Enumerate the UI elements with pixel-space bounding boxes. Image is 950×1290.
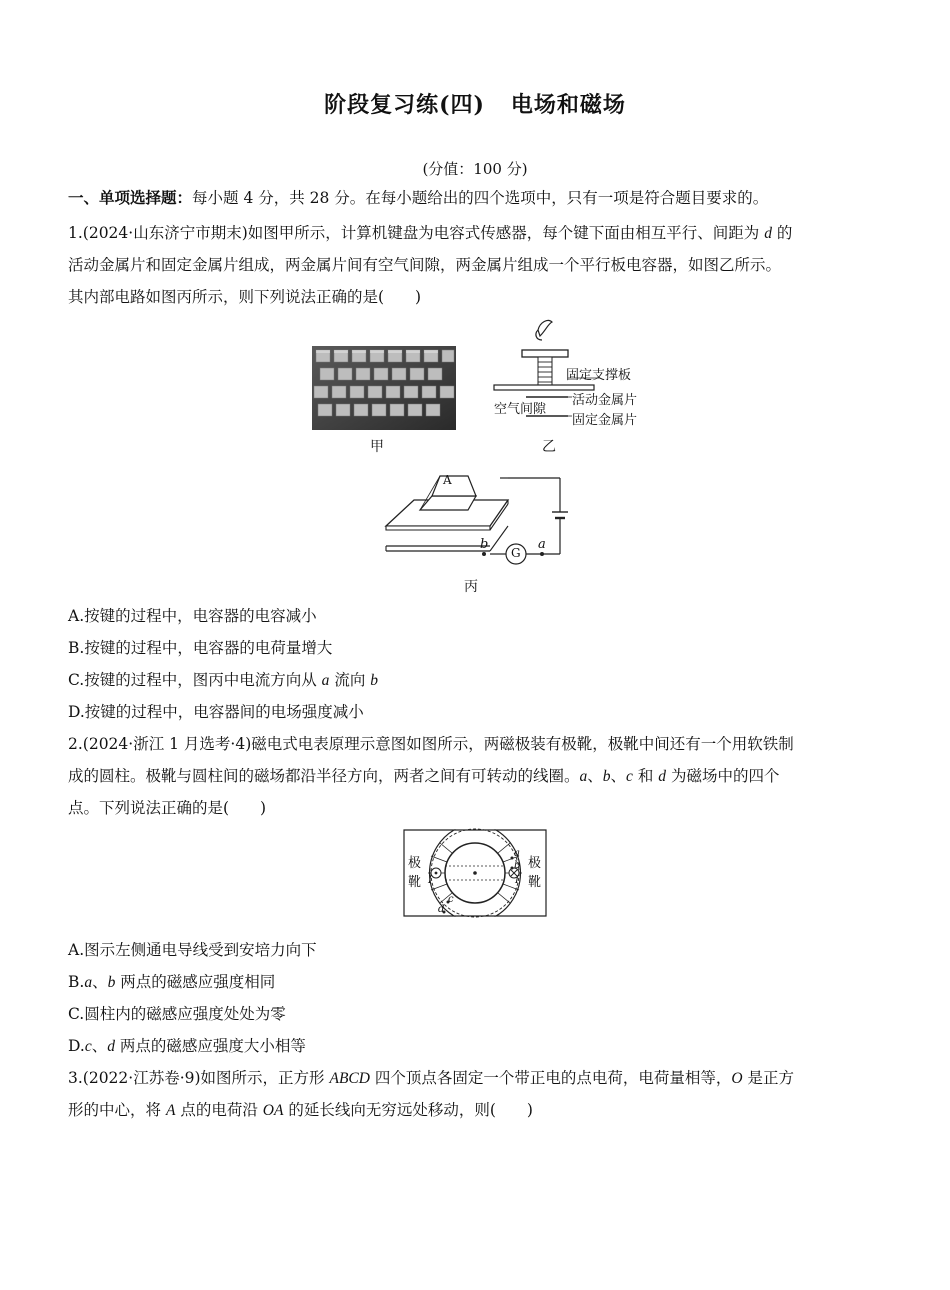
shoe-left-char-2: 靴 <box>408 875 422 890</box>
q3-var-abcd: ABCD <box>329 1070 370 1087</box>
label-d: d <box>438 904 445 915</box>
q2-var-a: a <box>579 768 588 785</box>
q2-option-d <box>68 1036 880 1057</box>
label-a: a <box>514 848 520 859</box>
q1-var-d: d <box>764 225 772 242</box>
q1-optc-var-a: a <box>321 672 330 689</box>
title-sub: 电场和磁场 <box>510 92 626 118</box>
q3-text: 四个顶点各固定一个带正电的点电荷，电荷量相等， <box>369 1069 732 1087</box>
q3-var-o: O <box>731 1070 743 1087</box>
q3-line-2 <box>68 1100 880 1121</box>
q3-text: 形的中心，将 <box>68 1101 166 1119</box>
q2-option-c: C.圆柱内的磁感应强度处处为零 <box>68 1005 286 1023</box>
q2-optd-var-d: d <box>107 1038 115 1055</box>
q2-sep: 、 <box>587 767 603 785</box>
keyboard-photo <box>312 346 456 430</box>
q2-line-2 <box>68 766 880 787</box>
q2-option-a: A.图示左侧通电导线受到安培力向下 <box>68 941 317 959</box>
q2-sep: 、 <box>610 767 627 785</box>
q2-text: 为磁场中的四个 <box>666 767 780 785</box>
q3-line-1 <box>68 1068 880 1089</box>
q1-optc-text: C.按键的过程中，图丙中电流方向从 <box>68 671 322 689</box>
q1-option-d: D.按键的过程中，电容器间的电场强度减小 <box>68 703 364 721</box>
section-desc: 每小题 4 分，共 28 分。在每小题给出的四个选项中，只有一项是符合题目要求的。 <box>192 189 769 207</box>
q2-var-b: b <box>602 768 611 785</box>
galvanometer-section-diagram <box>402 828 548 918</box>
q2-optb-var-b: b <box>107 974 116 991</box>
page-title <box>0 88 950 119</box>
q2-optd-sep: 、 <box>91 1037 108 1055</box>
q3-var-a: A <box>165 1102 176 1119</box>
caption-bing: 丙 <box>464 579 478 595</box>
finger-icon <box>538 320 552 336</box>
shoe-left-char-1: 极 <box>408 856 422 871</box>
label-support-plate: 固定支撑板 <box>566 368 632 383</box>
q1-line-3: 其内部电路如图丙所示，则下列说法正确的是( ) <box>68 288 422 306</box>
circuit-diagram <box>380 464 570 572</box>
q2-optd-text: D. <box>68 1037 85 1055</box>
label-fixed-plate: 固定金属片 <box>572 413 638 428</box>
section-head: 一、单项选择题： <box>68 188 193 207</box>
q2-line-1: 2.(2024·浙江 1 月选考·4)磁电式电表原理示意图如图所示，两磁极装有极靴，极靴中间还有一个用软铁制 <box>68 735 794 753</box>
q3-text: 3.(2022·江苏卷·9)如图所示，正方形 <box>68 1069 330 1087</box>
section-header <box>68 188 880 208</box>
label-key-A: A <box>443 473 452 487</box>
q3-text: 是正方 <box>742 1069 795 1087</box>
q2-optb-var-a: a <box>84 974 93 991</box>
q2-option-b <box>68 972 880 993</box>
caption-jia: 甲 <box>370 439 384 455</box>
label-c: c <box>448 894 454 905</box>
q3-var-oa: OA <box>262 1102 284 1119</box>
q2-text: 成的圆柱。极靴与圆柱间的磁场都沿半径方向，两者之间有可转动的线圈。 <box>68 767 580 785</box>
q2-optd-text: 两点的磁感应强度大小相等 <box>114 1037 306 1055</box>
q2-optb-text: 两点的磁感应强度相同 <box>115 973 276 991</box>
q2-sep: 和 <box>632 767 659 785</box>
label-active-plate: 活动金属片 <box>572 393 638 408</box>
q3-text: 的延长线向无穷远处移动，则( ) <box>283 1101 533 1119</box>
label-current-right: I <box>515 875 519 886</box>
q2-optb-sep: 、 <box>92 973 108 991</box>
label-current-left: I <box>428 875 432 886</box>
q2-var-c: c <box>626 768 633 785</box>
q2-var-d: d <box>658 768 667 785</box>
label-point-a: a <box>538 537 546 552</box>
score-note: (分值：100 分) <box>422 160 528 178</box>
q1-text: 1.(2024·山东济宁市期末)如图甲所示，计算机键盘为电容式传感器，每个键下面由相互平行、间距为 <box>68 224 765 242</box>
label-galvanometer: G <box>511 546 521 560</box>
q2-optd-var-c: c <box>84 1038 92 1055</box>
q1-line-2: 活动金属片和固定金属片组成，两金属片间有空气间隙，两金属片组成一个平行板电容器，如图乙所示。 <box>68 256 782 274</box>
title-main: 阶段复习练(四) <box>324 92 485 118</box>
q1-text: 的 <box>771 224 793 242</box>
q2-optb-text: B. <box>68 973 85 991</box>
q1-optc-var-b: b <box>370 672 379 689</box>
q1-option-b: B.按键的过程中，电容器的电荷量增大 <box>68 639 333 657</box>
q1-option-a: A.按键的过程中，电容器的电容减小 <box>68 607 317 625</box>
label-b: b <box>514 860 521 871</box>
shoe-right-char-1: 极 <box>528 856 542 871</box>
label-point-b: b <box>480 537 489 552</box>
q1-option-c <box>68 670 880 691</box>
q3-text: 点的电荷沿 <box>175 1101 263 1119</box>
shoe-right-char-2: 靴 <box>528 875 542 890</box>
q2-line-3: 点。下列说法正确的是( ) <box>68 799 267 817</box>
caption-yi: 乙 <box>542 439 556 455</box>
q1-optc-text: 流向 <box>329 671 371 689</box>
label-air-gap: 空气间隙 <box>494 402 547 417</box>
q1-line-1 <box>68 223 880 244</box>
